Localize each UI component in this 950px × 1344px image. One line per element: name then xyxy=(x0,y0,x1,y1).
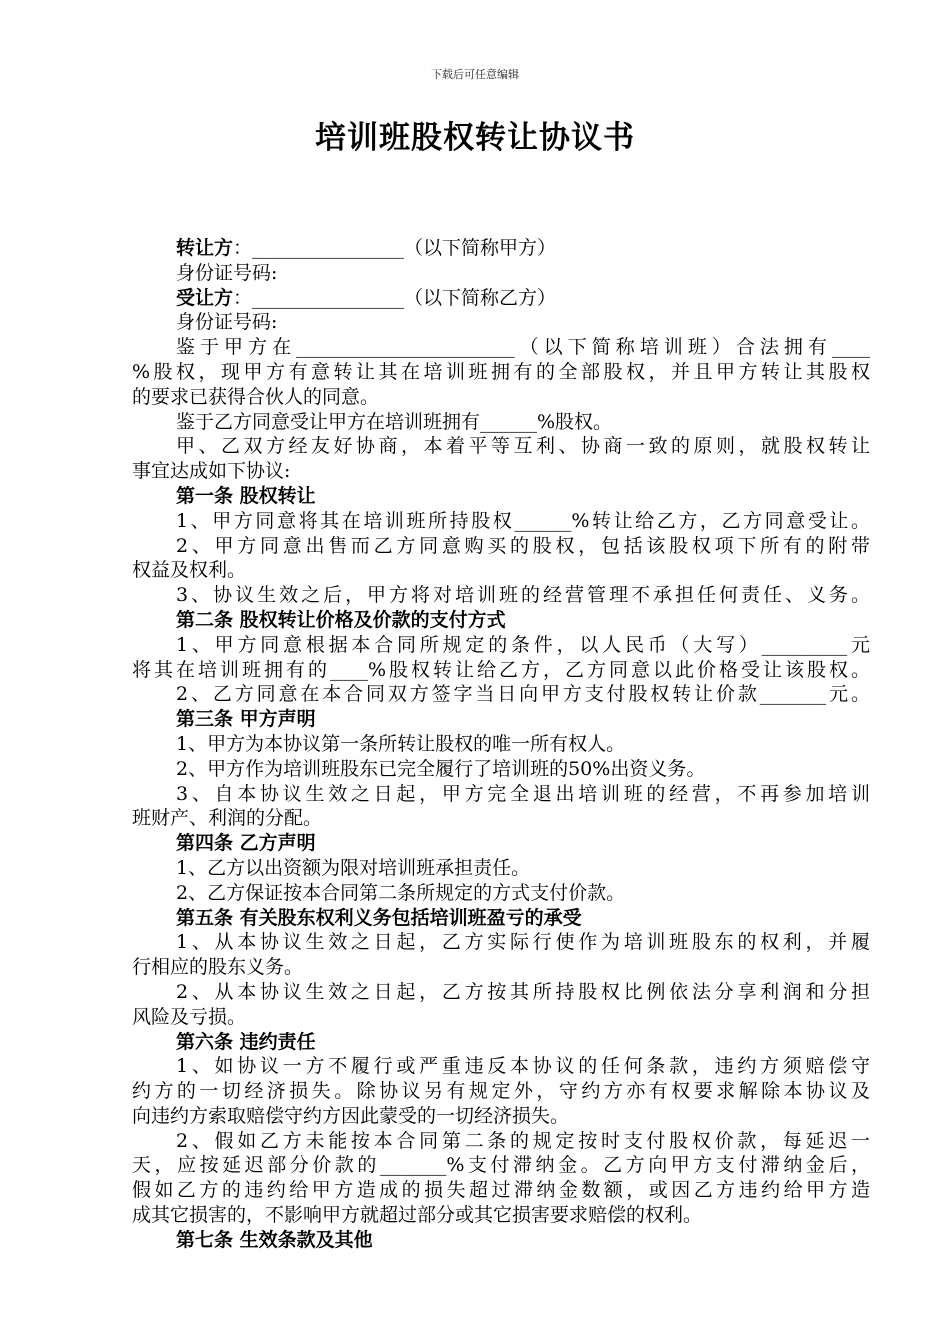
text-line: 风险及亏损。 xyxy=(132,1005,247,1028)
document-title: 培训班股权转让协议书 xyxy=(315,120,635,156)
text-line: 2、假如乙方未能按本合同第二条的规定按时支付股权价款，每延迟一 xyxy=(176,1129,870,1152)
text-line: 1、甲方为本协议第一条所转让股权的唯一所有权人。 xyxy=(176,732,626,755)
text-line: 行相应的股东义务。 xyxy=(132,956,304,979)
text-line: 身份证号码: xyxy=(176,311,278,334)
section-heading: 第一条 股权转让 xyxy=(176,484,316,507)
text-line: 身份证号码: xyxy=(176,261,278,284)
text-line: 2、甲方作为培训班股东已完全履行了培训班的50%出资义务。 xyxy=(176,757,706,780)
text-line: 2、乙方保证按本合同第二条所规定的方式支付价款。 xyxy=(176,881,626,904)
text-line: 假如乙方的违约给甲方造成的损失超过滞纳金数额，或因乙方违约给甲方造 xyxy=(132,1179,870,1202)
text-line: %股权，现甲方有意转让其在培训班拥有的全部股权，并且甲方转让其股权 xyxy=(132,360,870,383)
text-line: 的要求已获得合伙人的同意。 xyxy=(132,385,380,408)
section-heading: 第四条 乙方声明 xyxy=(176,832,316,855)
section-heading: 第三条 甲方声明 xyxy=(176,708,316,731)
section-heading: 第二条 股权转让价格及价款的支付方式 xyxy=(176,608,506,631)
section-heading: 第七条 生效条款及其他 xyxy=(176,1228,373,1251)
text-line: 1、从本协议生效之日起，乙方实际行使作为培训班股东的权利，并履 xyxy=(176,931,870,954)
text-line: 1、乙方以出资额为限对培训班承担责任。 xyxy=(176,856,531,879)
text-line: 1、甲方同意将其在培训班所持股权______%转让给乙方，乙方同意受让。 xyxy=(176,509,870,532)
text-line: 将其在培训班拥有的____%股权转让给乙方，乙方同意以此价格受让该股权。 xyxy=(132,658,870,681)
text-line: 3、协议生效之后，甲方将对培训班的经营管理不承担任何责任、义务。 xyxy=(176,584,870,607)
text-line: 向违约方索取赔偿守约方因此蒙受的一切经济损失。 xyxy=(132,1104,570,1127)
section-heading: 第五条 有关股东权利义务包括培训班盈亏的承受 xyxy=(176,906,582,929)
text-line: 权益及权利。 xyxy=(132,559,247,582)
text-line: 1、如协议一方不履行或严重违反本协议的任何条款，违约方须赔偿守 xyxy=(176,1055,870,1078)
section-heading: 第六条 违约责任 xyxy=(176,1030,316,1053)
text-line: 事宜达成如下协议: xyxy=(132,460,291,483)
text-line: 2、从本协议生效之日起，乙方按其所持股权比例依法分享利润和分担 xyxy=(176,980,870,1003)
header-note: 下载后可任意编辑 xyxy=(431,68,519,81)
text-line: 天，应按延迟部分价款的_______%支付滞纳金。乙方向甲方支付滞纳金后， xyxy=(132,1154,870,1177)
text-line: 成其它损害的，不影响甲方就超过部分或其它损害要求赔偿的权利。 xyxy=(132,1204,703,1227)
text-line: 3、自本协议生效之日起，甲方完全退出培训班的经营，不再参加培训 xyxy=(176,782,870,805)
text-line: 2、甲方同意出售而乙方同意购买的股权，包括该股权项下所有的附带 xyxy=(176,534,870,557)
text-line: 约方的一切经济损失。除协议另有规定外，守约方亦有权要求解除本协议及 xyxy=(132,1080,870,1103)
text-line: 转让方：________________（以下简称甲方） xyxy=(176,237,557,259)
text-line: 甲、乙双方经友好协商，本着平等互利、协商一致的原则，就股权转让 xyxy=(176,435,870,458)
document-body xyxy=(132,236,870,1253)
text-line: 2、乙方同意在本合同双方签字当日向甲方支付股权转让价款_______元。 xyxy=(176,683,870,706)
text-line: 受让方：________________（以下简称乙方） xyxy=(176,286,557,309)
text-line: 鉴于乙方同意受让甲方在培训班拥有______%股权。 xyxy=(176,410,613,433)
text-line: 鉴于甲方在_______________________（以下简称培训班）合法拥有____ xyxy=(176,336,870,359)
text-line: 1、甲方同意根据本合同所规定的条件，以人民币（大写）_________元 xyxy=(176,633,870,656)
text-line: 班财产、利润的分配。 xyxy=(132,807,323,830)
